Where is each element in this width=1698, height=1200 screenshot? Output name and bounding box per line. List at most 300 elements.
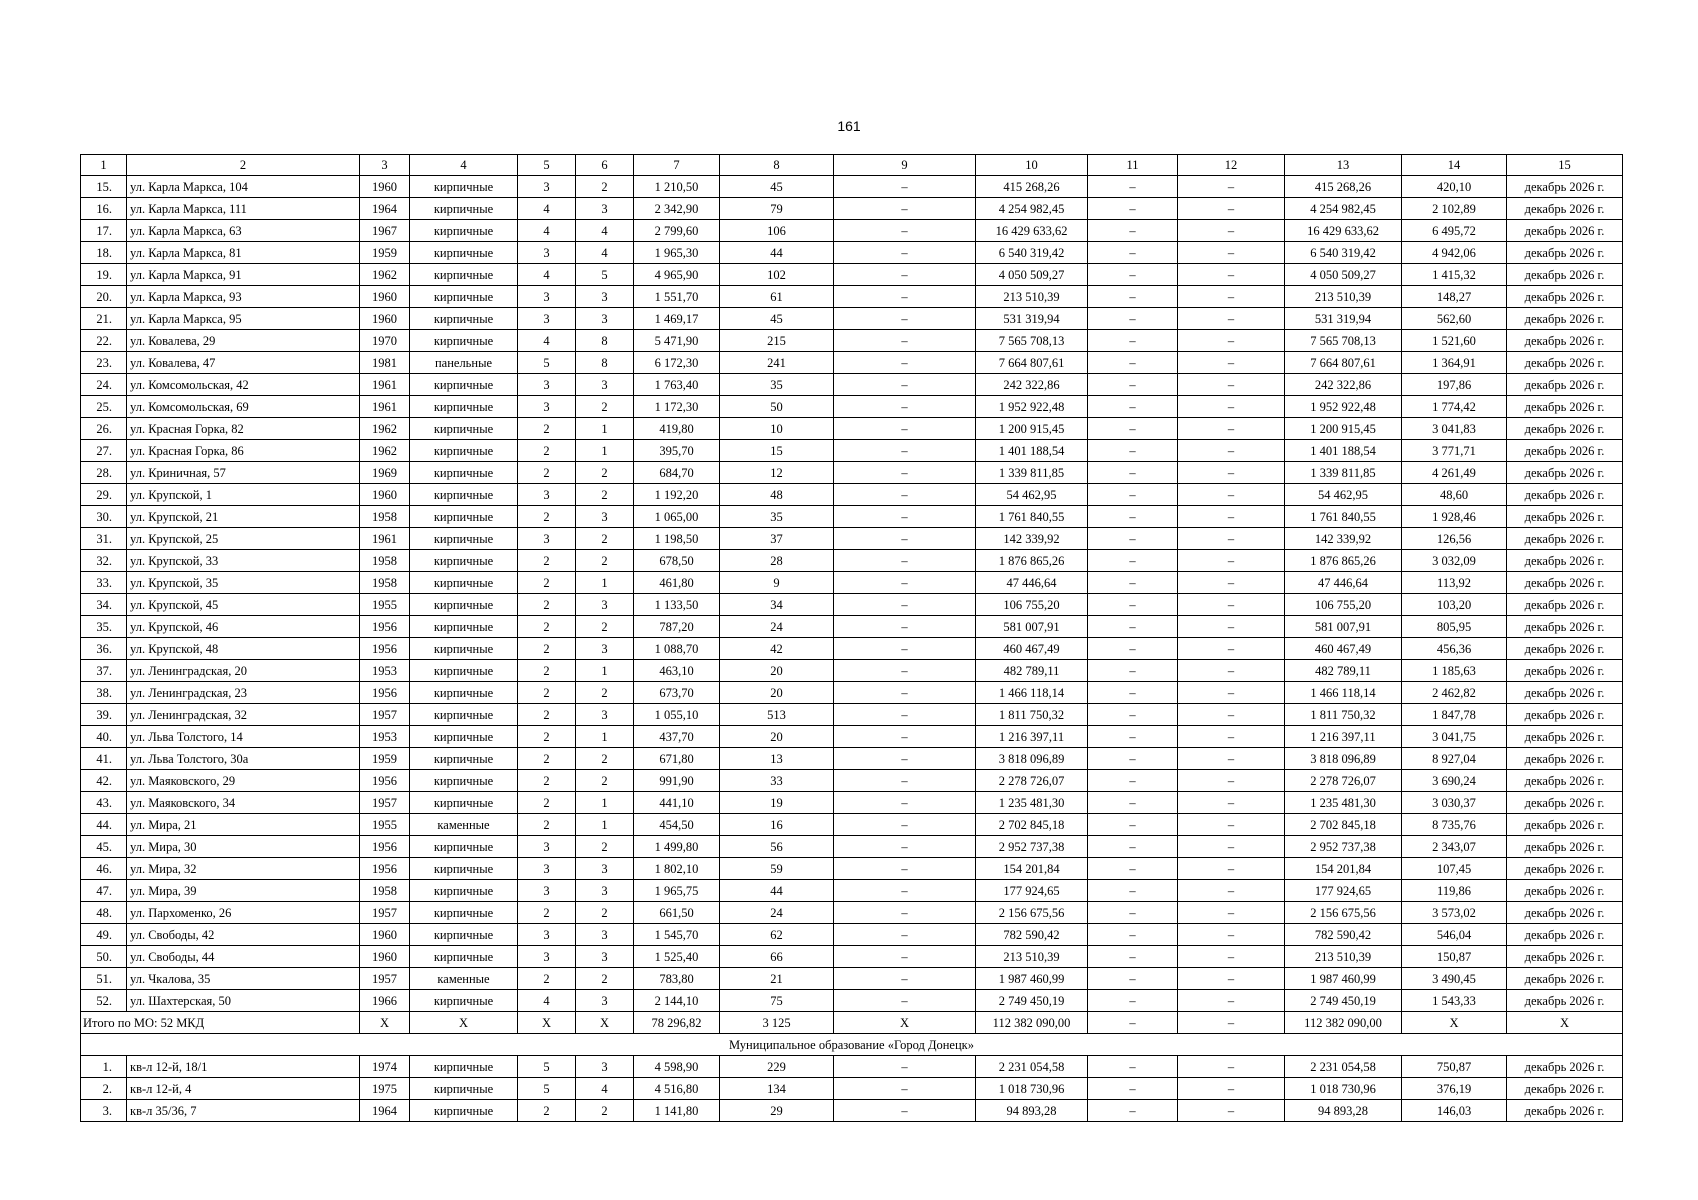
cell-c11: – bbox=[1088, 1078, 1178, 1100]
cell-unit: 3 032,09 bbox=[1402, 550, 1507, 572]
cell-n: 26. bbox=[81, 418, 127, 440]
total-row bbox=[81, 1012, 1623, 1034]
table-row bbox=[81, 902, 1623, 924]
cell-c9: – bbox=[834, 946, 976, 968]
cell-mat: кирпичные bbox=[410, 880, 518, 902]
cell-entr: 1 bbox=[576, 572, 634, 594]
cell-c9: – bbox=[834, 792, 976, 814]
cell-c13: 242 322,86 bbox=[1285, 374, 1402, 396]
cell-floors: 2 bbox=[518, 440, 576, 462]
cell-n: 17. bbox=[81, 220, 127, 242]
cell-c12: – bbox=[1178, 418, 1285, 440]
cell-cost: 782 590,42 bbox=[976, 924, 1088, 946]
table-row bbox=[81, 616, 1623, 638]
cell-area: 1 525,40 bbox=[634, 946, 720, 968]
cell-area: 1 802,10 bbox=[634, 858, 720, 880]
cell-c12: – bbox=[1178, 220, 1285, 242]
cell-n: 1. bbox=[81, 1056, 127, 1078]
cell-c12: – bbox=[1178, 330, 1285, 352]
column-number: 2 bbox=[127, 155, 360, 176]
cell-entr: 2 bbox=[576, 836, 634, 858]
cell-date: декабрь 2026 г. bbox=[1507, 462, 1623, 484]
cell-cost: 1 235 481,30 bbox=[976, 792, 1088, 814]
cell-res: 21 bbox=[720, 968, 834, 990]
cell-cost: 6 540 319,42 bbox=[976, 242, 1088, 264]
cell-c12: – bbox=[1178, 726, 1285, 748]
cell-res: 106 bbox=[720, 220, 834, 242]
cell-c13: 782 590,42 bbox=[1285, 924, 1402, 946]
table-row bbox=[81, 176, 1623, 198]
cell-n: 23. bbox=[81, 352, 127, 374]
table-row bbox=[81, 198, 1623, 220]
cell-unit: 1 415,32 bbox=[1402, 264, 1507, 286]
cell-mat: кирпичные bbox=[410, 990, 518, 1012]
cell-date: декабрь 2026 г. bbox=[1507, 198, 1623, 220]
cell-addr: ул. Шахтерская, 50 bbox=[127, 990, 360, 1012]
cell-date: декабрь 2026 г. bbox=[1507, 330, 1623, 352]
cell-c11: – bbox=[1088, 858, 1178, 880]
cell-date: декабрь 2026 г. bbox=[1507, 1078, 1623, 1100]
cell-addr: кв-л 35/36, 7 bbox=[127, 1100, 360, 1122]
cell-cost: 531 319,94 bbox=[976, 308, 1088, 330]
cell-c11: – bbox=[1088, 902, 1178, 924]
table-row bbox=[81, 396, 1623, 418]
cell-floors: 3 bbox=[518, 858, 576, 880]
cell-c9: – bbox=[834, 264, 976, 286]
cell-date: декабрь 2026 г. bbox=[1507, 814, 1623, 836]
cell-cost: 2 156 675,56 bbox=[976, 902, 1088, 924]
cell-c12: – bbox=[1178, 1056, 1285, 1078]
cell-c12: – bbox=[1178, 308, 1285, 330]
cell-area: 1 499,80 bbox=[634, 836, 720, 858]
cell-res: 215 bbox=[720, 330, 834, 352]
cell-addr: ул. Крупской, 33 bbox=[127, 550, 360, 572]
table-row bbox=[81, 594, 1623, 616]
cell-res: 48 bbox=[720, 484, 834, 506]
cell-res: 35 bbox=[720, 374, 834, 396]
cell-n: 33. bbox=[81, 572, 127, 594]
cell-area: 2 342,90 bbox=[634, 198, 720, 220]
column-number: 3 bbox=[360, 155, 410, 176]
cell-area: 1 088,70 bbox=[634, 638, 720, 660]
cell-floors: 2 bbox=[518, 902, 576, 924]
cell-floors: 2 bbox=[518, 462, 576, 484]
cell-year: 1967 bbox=[360, 220, 410, 242]
cell-year: 1960 bbox=[360, 308, 410, 330]
cell-cost: 54 462,95 bbox=[976, 484, 1088, 506]
cell-c9: – bbox=[834, 924, 976, 946]
table-row bbox=[81, 550, 1623, 572]
cell-c11: – bbox=[1088, 462, 1178, 484]
cell-unit: 146,03 bbox=[1402, 1100, 1507, 1122]
cell-unit: 103,20 bbox=[1402, 594, 1507, 616]
cell-year: 1956 bbox=[360, 682, 410, 704]
cell-n: 22. bbox=[81, 330, 127, 352]
cell-mat: кирпичные bbox=[410, 924, 518, 946]
cell-mat: кирпичные bbox=[410, 594, 518, 616]
column-number: 10 bbox=[976, 155, 1088, 176]
cell-c9: – bbox=[834, 484, 976, 506]
cell-entr: 1 bbox=[576, 814, 634, 836]
cell-c12: – bbox=[1178, 792, 1285, 814]
cell-c9: – bbox=[834, 1078, 976, 1100]
cell-unit: 119,86 bbox=[1402, 880, 1507, 902]
table-row bbox=[81, 418, 1623, 440]
cell-c11: – bbox=[1088, 396, 1178, 418]
cell-addr: ул. Мира, 39 bbox=[127, 880, 360, 902]
total-label: Итого по МО: 52 МКД bbox=[81, 1012, 360, 1034]
cell-c9: – bbox=[834, 396, 976, 418]
cell-year: 1955 bbox=[360, 814, 410, 836]
total-entr: X bbox=[576, 1012, 634, 1034]
cell-n: 30. bbox=[81, 506, 127, 528]
cell-mat: кирпичные bbox=[410, 1056, 518, 1078]
cell-addr: ул. Свободы, 42 bbox=[127, 924, 360, 946]
cell-year: 1955 bbox=[360, 594, 410, 616]
column-number: 1 bbox=[81, 155, 127, 176]
cell-res: 20 bbox=[720, 660, 834, 682]
cell-date: декабрь 2026 г. bbox=[1507, 550, 1623, 572]
cell-year: 1961 bbox=[360, 374, 410, 396]
cell-c9: – bbox=[834, 198, 976, 220]
cell-c13: 2 952 737,38 bbox=[1285, 836, 1402, 858]
cell-entr: 8 bbox=[576, 330, 634, 352]
cell-mat: кирпичные bbox=[410, 726, 518, 748]
cell-c9: – bbox=[834, 330, 976, 352]
cell-mat: кирпичные bbox=[410, 176, 518, 198]
cell-entr: 2 bbox=[576, 484, 634, 506]
cell-entr: 3 bbox=[576, 374, 634, 396]
cell-c9: – bbox=[834, 858, 976, 880]
table-row bbox=[81, 374, 1623, 396]
cell-cost: 154 201,84 bbox=[976, 858, 1088, 880]
cell-c9: – bbox=[834, 374, 976, 396]
cell-c12: – bbox=[1178, 264, 1285, 286]
cell-c9: – bbox=[834, 1100, 976, 1122]
cell-c12: – bbox=[1178, 748, 1285, 770]
cell-c9: – bbox=[834, 968, 976, 990]
cell-date: декабрь 2026 г. bbox=[1507, 660, 1623, 682]
cell-c13: 482 789,11 bbox=[1285, 660, 1402, 682]
cell-date: декабрь 2026 г. bbox=[1507, 484, 1623, 506]
cell-area: 1 469,17 bbox=[634, 308, 720, 330]
cell-addr: ул. Ленинградская, 20 bbox=[127, 660, 360, 682]
cell-c11: – bbox=[1088, 726, 1178, 748]
cell-unit: 546,04 bbox=[1402, 924, 1507, 946]
cell-c11: – bbox=[1088, 682, 1178, 704]
cell-mat: каменные bbox=[410, 814, 518, 836]
cell-cost: 213 510,39 bbox=[976, 286, 1088, 308]
cell-area: 1 141,80 bbox=[634, 1100, 720, 1122]
cell-unit: 3 490,45 bbox=[1402, 968, 1507, 990]
cell-addr: ул. Пархоменко, 26 bbox=[127, 902, 360, 924]
cell-floors: 2 bbox=[518, 792, 576, 814]
cell-c12: – bbox=[1178, 176, 1285, 198]
cell-cost: 4 254 982,45 bbox=[976, 198, 1088, 220]
cell-addr: ул. Ковалева, 29 bbox=[127, 330, 360, 352]
cell-n: 2. bbox=[81, 1078, 127, 1100]
cell-mat: кирпичные bbox=[410, 616, 518, 638]
cell-area: 4 516,80 bbox=[634, 1078, 720, 1100]
cell-mat: каменные bbox=[410, 968, 518, 990]
cell-entr: 4 bbox=[576, 1078, 634, 1100]
cell-entr: 2 bbox=[576, 550, 634, 572]
cell-entr: 3 bbox=[576, 638, 634, 660]
cell-cost: 1 200 915,45 bbox=[976, 418, 1088, 440]
cell-mat: кирпичные bbox=[410, 506, 518, 528]
cell-entr: 4 bbox=[576, 242, 634, 264]
table-row bbox=[81, 308, 1623, 330]
table-row bbox=[81, 264, 1623, 286]
cell-floors: 5 bbox=[518, 352, 576, 374]
cell-addr: ул. Ковалева, 47 bbox=[127, 352, 360, 374]
cell-mat: кирпичные bbox=[410, 682, 518, 704]
cell-year: 1962 bbox=[360, 440, 410, 462]
cell-unit: 3 041,75 bbox=[1402, 726, 1507, 748]
table-row bbox=[81, 858, 1623, 880]
cell-year: 1975 bbox=[360, 1078, 410, 1100]
cell-area: 1 198,50 bbox=[634, 528, 720, 550]
cell-cost: 1 339 811,85 bbox=[976, 462, 1088, 484]
cell-cost: 581 007,91 bbox=[976, 616, 1088, 638]
cell-addr: ул. Карла Маркса, 104 bbox=[127, 176, 360, 198]
cell-c9: – bbox=[834, 594, 976, 616]
cell-addr: ул. Крупской, 35 bbox=[127, 572, 360, 594]
cell-mat: кирпичные bbox=[410, 660, 518, 682]
cell-entr: 3 bbox=[576, 506, 634, 528]
cell-res: 24 bbox=[720, 902, 834, 924]
cell-year: 1958 bbox=[360, 506, 410, 528]
cell-entr: 3 bbox=[576, 286, 634, 308]
cell-c9: – bbox=[834, 770, 976, 792]
cell-c9: – bbox=[834, 572, 976, 594]
cell-entr: 3 bbox=[576, 924, 634, 946]
cell-entr: 1 bbox=[576, 792, 634, 814]
cell-c11: – bbox=[1088, 242, 1178, 264]
cell-unit: 48,60 bbox=[1402, 484, 1507, 506]
cell-unit: 376,19 bbox=[1402, 1078, 1507, 1100]
cell-mat: кирпичные bbox=[410, 902, 518, 924]
cell-res: 20 bbox=[720, 682, 834, 704]
cell-c13: 2 702 845,18 bbox=[1285, 814, 1402, 836]
cell-res: 35 bbox=[720, 506, 834, 528]
cell-c11: – bbox=[1088, 924, 1178, 946]
cell-mat: кирпичные bbox=[410, 550, 518, 572]
cell-n: 41. bbox=[81, 748, 127, 770]
cell-c9: – bbox=[834, 814, 976, 836]
cell-mat: кирпичные bbox=[410, 770, 518, 792]
cell-unit: 805,95 bbox=[1402, 616, 1507, 638]
cell-cost: 482 789,11 bbox=[976, 660, 1088, 682]
cell-entr: 2 bbox=[576, 462, 634, 484]
cell-area: 4 598,90 bbox=[634, 1056, 720, 1078]
cell-c9: – bbox=[834, 352, 976, 374]
cell-addr: ул. Ленинградская, 32 bbox=[127, 704, 360, 726]
cell-c11: – bbox=[1088, 748, 1178, 770]
cell-n: 48. bbox=[81, 902, 127, 924]
cell-c9: – bbox=[834, 220, 976, 242]
cell-entr: 4 bbox=[576, 220, 634, 242]
cell-c9: – bbox=[834, 990, 976, 1012]
cell-c12: – bbox=[1178, 462, 1285, 484]
cell-addr: ул. Крупской, 46 bbox=[127, 616, 360, 638]
cell-c13: 7 664 807,61 bbox=[1285, 352, 1402, 374]
table-row bbox=[81, 792, 1623, 814]
cell-res: 513 bbox=[720, 704, 834, 726]
cell-year: 1969 bbox=[360, 462, 410, 484]
cell-c13: 3 818 096,89 bbox=[1285, 748, 1402, 770]
cell-area: 463,10 bbox=[634, 660, 720, 682]
cell-floors: 2 bbox=[518, 814, 576, 836]
cell-c13: 2 156 675,56 bbox=[1285, 902, 1402, 924]
cell-cost: 213 510,39 bbox=[976, 946, 1088, 968]
cell-year: 1961 bbox=[360, 528, 410, 550]
cell-c11: – bbox=[1088, 418, 1178, 440]
cell-c9: – bbox=[834, 308, 976, 330]
cell-floors: 2 bbox=[518, 748, 576, 770]
cell-area: 1 133,50 bbox=[634, 594, 720, 616]
cell-c12: – bbox=[1178, 946, 1285, 968]
cell-cost: 1 987 460,99 bbox=[976, 968, 1088, 990]
cell-floors: 2 bbox=[518, 726, 576, 748]
table-row bbox=[81, 484, 1623, 506]
cell-year: 1960 bbox=[360, 946, 410, 968]
cell-c9: – bbox=[834, 242, 976, 264]
cell-c13: 1 216 397,11 bbox=[1285, 726, 1402, 748]
cell-cost: 242 322,86 bbox=[976, 374, 1088, 396]
cell-res: 45 bbox=[720, 308, 834, 330]
cell-addr: ул. Маяковского, 29 bbox=[127, 770, 360, 792]
cell-entr: 3 bbox=[576, 990, 634, 1012]
cell-c11: – bbox=[1088, 550, 1178, 572]
cell-cost: 7 565 708,13 bbox=[976, 330, 1088, 352]
cell-area: 5 471,90 bbox=[634, 330, 720, 352]
cell-c12: – bbox=[1178, 682, 1285, 704]
cell-unit: 197,86 bbox=[1402, 374, 1507, 396]
cell-c9: – bbox=[834, 418, 976, 440]
cell-addr: ул. Мира, 30 bbox=[127, 836, 360, 858]
table-row bbox=[81, 352, 1623, 374]
cell-floors: 3 bbox=[518, 242, 576, 264]
cell-c13: 1 235 481,30 bbox=[1285, 792, 1402, 814]
cell-area: 395,70 bbox=[634, 440, 720, 462]
table-row bbox=[81, 748, 1623, 770]
cell-c11: – bbox=[1088, 264, 1178, 286]
cell-unit: 3 041,83 bbox=[1402, 418, 1507, 440]
table-row bbox=[81, 924, 1623, 946]
cell-floors: 3 bbox=[518, 880, 576, 902]
cell-mat: кирпичные bbox=[410, 462, 518, 484]
cell-area: 1 545,70 bbox=[634, 924, 720, 946]
table-row bbox=[81, 242, 1623, 264]
cell-mat: кирпичные bbox=[410, 220, 518, 242]
cell-c12: – bbox=[1178, 704, 1285, 726]
cell-floors: 5 bbox=[518, 1056, 576, 1078]
total-year: X bbox=[360, 1012, 410, 1034]
cell-addr: ул. Свободы, 44 bbox=[127, 946, 360, 968]
cell-date: декабрь 2026 г. bbox=[1507, 572, 1623, 594]
cell-date: декабрь 2026 г. bbox=[1507, 506, 1623, 528]
cell-c12: – bbox=[1178, 286, 1285, 308]
cell-cost: 2 702 845,18 bbox=[976, 814, 1088, 836]
cell-unit: 1 364,91 bbox=[1402, 352, 1507, 374]
cell-c12: – bbox=[1178, 528, 1285, 550]
cell-c9: – bbox=[834, 704, 976, 726]
cell-c9: – bbox=[834, 638, 976, 660]
cell-unit: 3 690,24 bbox=[1402, 770, 1507, 792]
cell-entr: 2 bbox=[576, 748, 634, 770]
total-c11: – bbox=[1088, 1012, 1178, 1034]
cell-date: декабрь 2026 г. bbox=[1507, 836, 1623, 858]
cell-c12: – bbox=[1178, 924, 1285, 946]
cell-c13: 213 510,39 bbox=[1285, 286, 1402, 308]
cell-unit: 1 543,33 bbox=[1402, 990, 1507, 1012]
cell-c12: – bbox=[1178, 550, 1285, 572]
cell-n: 38. bbox=[81, 682, 127, 704]
cell-unit: 3 030,37 bbox=[1402, 792, 1507, 814]
cell-floors: 3 bbox=[518, 396, 576, 418]
cell-c11: – bbox=[1088, 440, 1178, 462]
cell-area: 454,50 bbox=[634, 814, 720, 836]
cell-floors: 2 bbox=[518, 550, 576, 572]
cell-unit: 1 928,46 bbox=[1402, 506, 1507, 528]
table-row bbox=[81, 660, 1623, 682]
table-row bbox=[81, 330, 1623, 352]
cell-c9: – bbox=[834, 506, 976, 528]
cell-cost: 1 952 922,48 bbox=[976, 396, 1088, 418]
cell-entr: 3 bbox=[576, 880, 634, 902]
cell-entr: 2 bbox=[576, 176, 634, 198]
cell-c13: 2 749 450,19 bbox=[1285, 990, 1402, 1012]
cell-c12: – bbox=[1178, 770, 1285, 792]
cell-unit: 750,87 bbox=[1402, 1056, 1507, 1078]
cell-res: 66 bbox=[720, 946, 834, 968]
cell-c13: 1 401 188,54 bbox=[1285, 440, 1402, 462]
cell-n: 49. bbox=[81, 924, 127, 946]
cell-res: 20 bbox=[720, 726, 834, 748]
cell-n: 28. bbox=[81, 462, 127, 484]
cell-n: 19. bbox=[81, 264, 127, 286]
cell-c13: 177 924,65 bbox=[1285, 880, 1402, 902]
cell-res: 79 bbox=[720, 198, 834, 220]
cell-entr: 3 bbox=[576, 308, 634, 330]
cell-floors: 3 bbox=[518, 924, 576, 946]
table-row bbox=[81, 286, 1623, 308]
table-body bbox=[81, 155, 1623, 1122]
cell-date: декабрь 2026 г. bbox=[1507, 594, 1623, 616]
cell-c11: – bbox=[1088, 528, 1178, 550]
cell-c13: 4 254 982,45 bbox=[1285, 198, 1402, 220]
cell-n: 40. bbox=[81, 726, 127, 748]
cell-c13: 1 761 840,55 bbox=[1285, 506, 1402, 528]
cell-entr: 1 bbox=[576, 660, 634, 682]
cell-date: декабрь 2026 г. bbox=[1507, 858, 1623, 880]
cell-year: 1958 bbox=[360, 572, 410, 594]
cell-res: 10 bbox=[720, 418, 834, 440]
cell-unit: 4 261,49 bbox=[1402, 462, 1507, 484]
cell-c13: 1 987 460,99 bbox=[1285, 968, 1402, 990]
cell-addr: ул. Льва Толстого, 30а bbox=[127, 748, 360, 770]
cell-mat: кирпичные bbox=[410, 836, 518, 858]
cell-res: 241 bbox=[720, 352, 834, 374]
cell-c12: – bbox=[1178, 198, 1285, 220]
cell-area: 2 799,60 bbox=[634, 220, 720, 242]
cell-unit: 8 735,76 bbox=[1402, 814, 1507, 836]
cell-cost: 47 446,64 bbox=[976, 572, 1088, 594]
total-date: X bbox=[1507, 1012, 1623, 1034]
cell-c11: – bbox=[1088, 176, 1178, 198]
cell-n: 36. bbox=[81, 638, 127, 660]
